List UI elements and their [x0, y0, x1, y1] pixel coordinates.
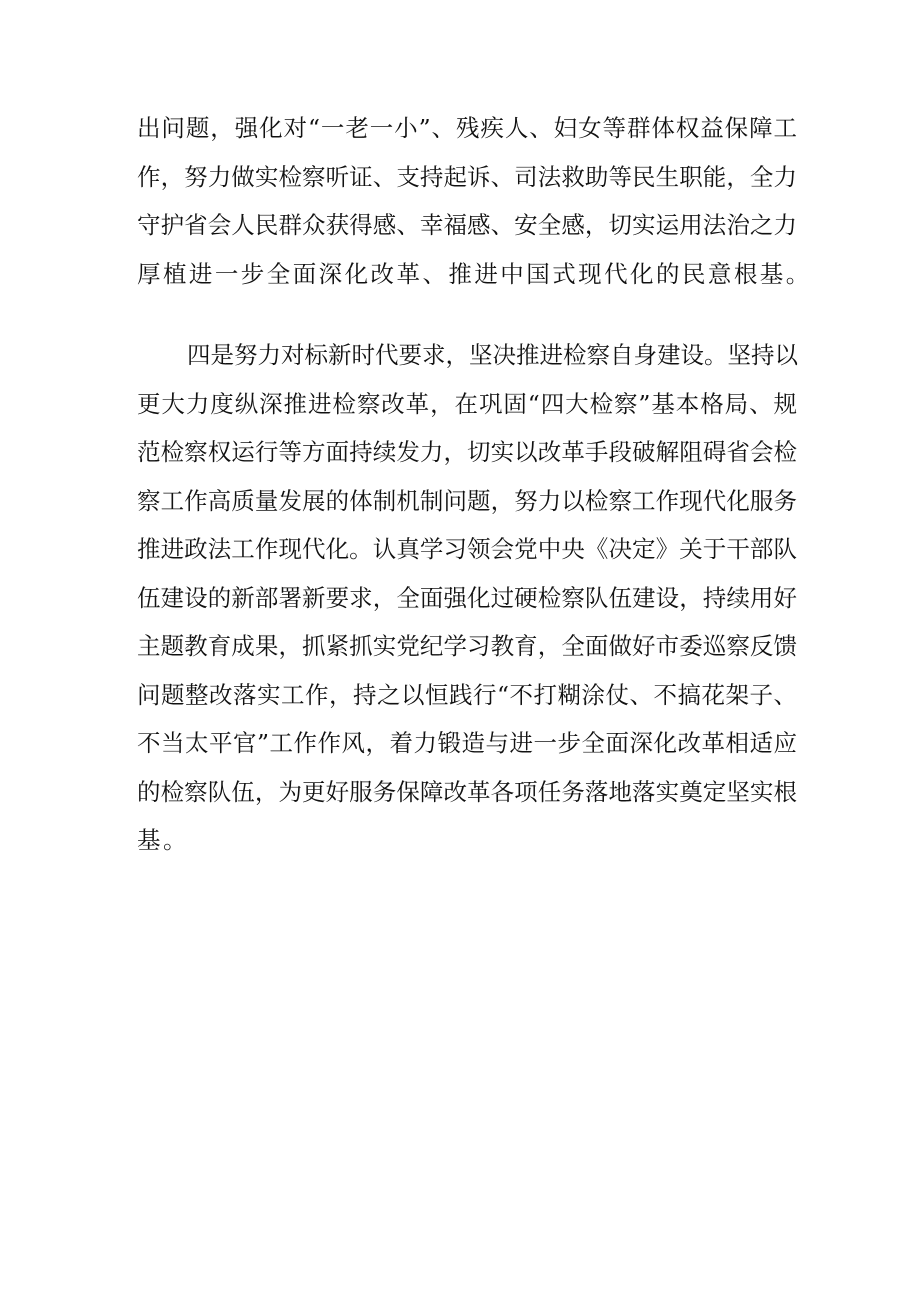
paragraph-line: 察工作高质量发展的体制机制问题，努力以检察工作现代化服务	[137, 487, 797, 515]
paragraph-line: 出问题，强化对“一老一小”、残疾人、妇女等群体权益保障工	[137, 114, 797, 142]
paragraph-line: 推进政法工作现代化。认真学习领会党中央《决定》关于干部队	[137, 535, 797, 563]
paragraph-line: 厚植进一步全面深化改革、推进中国式现代化的民意根基。	[137, 260, 812, 288]
paragraph-line: 的检察队伍，为更好服务保障改革各项任务落地落实奠定坚实根	[137, 778, 797, 806]
paragraph-last-line: 基。	[137, 826, 189, 854]
paragraph-line: 作，努力做实检察听证、支持起诉、司法救助等民生职能，全力	[137, 163, 797, 191]
paragraph-line: 更大力度纵深推进检察改革，在巩固“四大检察”基本格局、规	[137, 390, 797, 418]
paragraph-line: 伍建设的新部署新要求，全面强化过硬检察队伍建设，持续用好	[137, 584, 797, 612]
paragraph-line: 问题整改落实工作，持之以恒践行“不打糊涂仗、不搞花架子、	[137, 681, 797, 709]
paragraph-line: 主题教育成果，抓紧抓实党纪学习教育，全面做好市委巡察反馈	[137, 632, 797, 660]
paragraph-first-line: 四是努力对标新时代要求，坚决推进检察自身建设。坚持以	[187, 341, 798, 369]
paragraph-line: 守护省会人民群众获得感、幸福感、安全感，切实运用法治之力	[137, 211, 797, 239]
paragraph-line: 范检察权运行等方面持续发力，切实以改革手段破解阻碍省会检	[137, 438, 797, 466]
paragraph-line: 不当太平官”工作作风，着力锻造与进一步全面深化改革相适应	[137, 729, 797, 757]
